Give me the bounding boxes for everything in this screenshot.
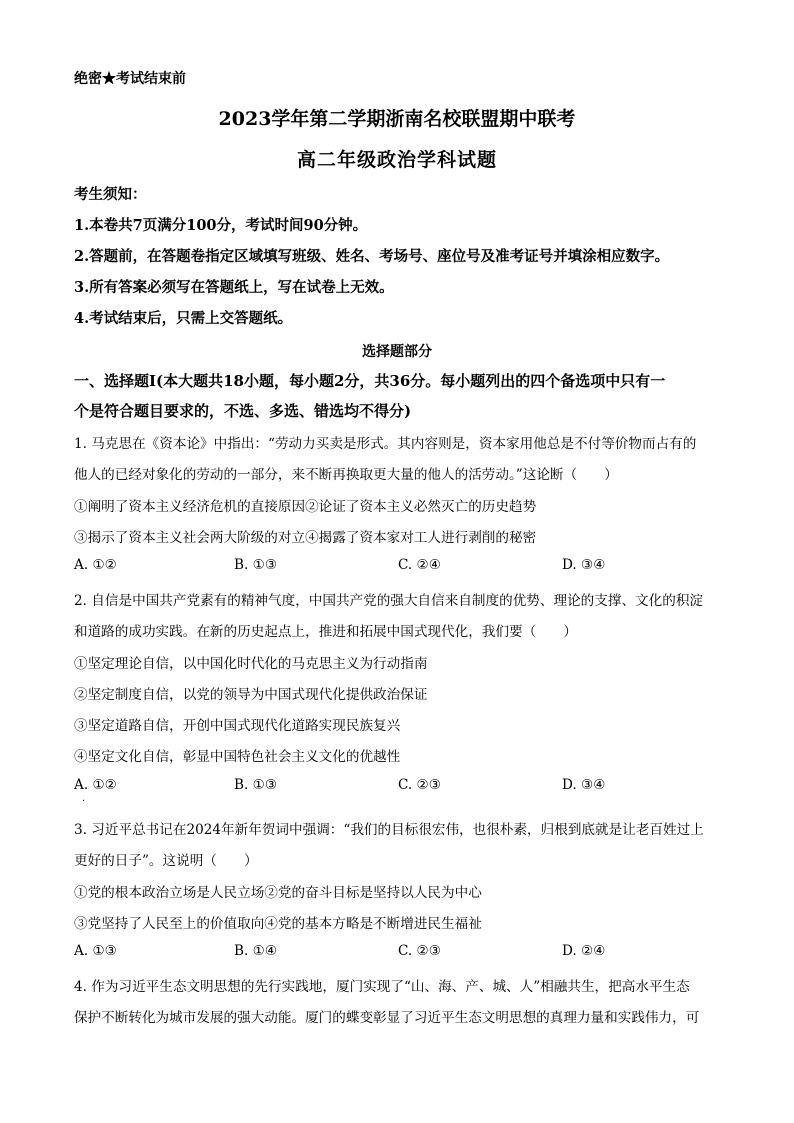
part-instructions: 个是符合题目要求的，不选、多选、错选均不得分) — [74, 402, 412, 420]
section-title: 选择题部分 — [362, 344, 432, 360]
option-a[interactable]: A. ①② — [74, 777, 117, 793]
option-c[interactable]: C. ②④ — [398, 557, 441, 573]
part-instructions: 一、选择题Ⅰ(本大题共18小题，每小题2分，共36分。每小题列出的四个备选项中只有一 — [74, 372, 666, 390]
option-a[interactable]: A. ①③ — [74, 943, 117, 959]
notice-item: 3.所有答案必须写在答题纸上，写在试卷上无效。 — [74, 279, 394, 296]
question-2-item: ③坚定道路自信，开创中国式现代化道路实现民族复兴 — [74, 718, 401, 734]
question-1-item: ①阐明了资本主义经济危机的直接原因②论证了资本主义必然灭亡的历史趋势 — [74, 499, 537, 515]
notice-item: 4.考试结束后，只需上交答题纸。 — [74, 310, 293, 327]
question-1-stem: 他人的已经对象化的劳动的一部分，来不断再换取更大量的他人的活劳动。”这论断（ ） — [74, 467, 618, 483]
secret-label: 绝密★考试结束前 — [74, 71, 186, 87]
option-b[interactable]: B. ①④ — [234, 943, 278, 959]
option-d[interactable]: D. ③④ — [562, 777, 606, 793]
option-b[interactable]: B. ①③ — [234, 557, 278, 573]
option-d[interactable]: D. ③④ — [562, 557, 606, 573]
question-3-stem: 更好的日子”。这说明（ ） — [74, 853, 258, 869]
exam-subtitle: 高二年级政治学科试题 — [296, 149, 497, 171]
question-2-options — [74, 777, 734, 797]
notice-item: 1.本卷共7页满分100分，考试时间90分钟。 — [74, 217, 368, 234]
question-3-options — [74, 943, 734, 963]
exam-title: 2023学年第二学期浙南名校联盟期中联考 — [218, 108, 576, 130]
option-a[interactable]: A. ①② — [74, 557, 117, 573]
question-1-stem: 1. 马克思在《资本论》中指出：“劳动力买卖是形式。其内容则是，资本家用他总是不付等价物而占有的 — [74, 436, 697, 452]
question-3-item: ①党的根本政治立场是人民立场②党的奋斗目标是坚持以人民为中心 — [74, 885, 482, 901]
notice-item: 2.答题前，在答题卷指定区域填写班级、姓名、考场号、座位号及准考证号并填涂相应数字。 — [74, 248, 670, 265]
question-2-item: ①坚定理论自信，以中国化时代化的马克思主义为行动指南 — [74, 656, 428, 672]
question-2-stem: 2. 自信是中国共产党素有的精神气度，中国共产党的强大自信来自制度的优势、理论的支撑、文化的积淀 — [74, 593, 704, 609]
question-2-item: ②坚定制度自信，以党的领导为中国式现代化提供政治保证 — [74, 687, 428, 703]
option-c[interactable]: C. ②③ — [398, 943, 441, 959]
option-c[interactable]: C. ②③ — [398, 777, 441, 793]
question-1-item: ③揭示了资本主义社会两大阶级的对立④揭露了资本家对工人进行剥削的秘密 — [74, 530, 537, 546]
option-b[interactable]: B. ①③ — [234, 777, 278, 793]
question-2-item: ④坚定文化自信，彰显中国特色社会主义文化的优越性 — [74, 749, 401, 765]
question-3-item: ③党坚持了人民至上的价值取向④党的基本方略是不断增进民生福祉 — [74, 916, 482, 932]
question-4-stem: 4. 作为习近平生态文明思想的先行实践地，厦门实现了“山、海、产、城、人”相融共生，把高水平生态 — [74, 979, 690, 995]
stray-mark: · — [82, 796, 86, 807]
option-d[interactable]: D. ②④ — [562, 943, 606, 959]
question-4-stem: 保护不断转化为城市发展的强大动能。厦门的蝶变彰显了习近平生态文明思想的真理力量和实践伟力，可 — [74, 1010, 700, 1026]
question-2-stem: 和道路的成功实践。在新的历史起点上，推进和拓展中国式现代化，我们要（ ） — [74, 624, 577, 640]
notice-heading: 考生须知： — [74, 186, 147, 203]
question-3-stem: 3. 习近平总书记在2024年新年贺词中强调：“我们的目标很宏伟，也很朴素，归根到底就是让老百姓过上 — [74, 822, 704, 838]
question-1-options — [74, 557, 734, 577]
